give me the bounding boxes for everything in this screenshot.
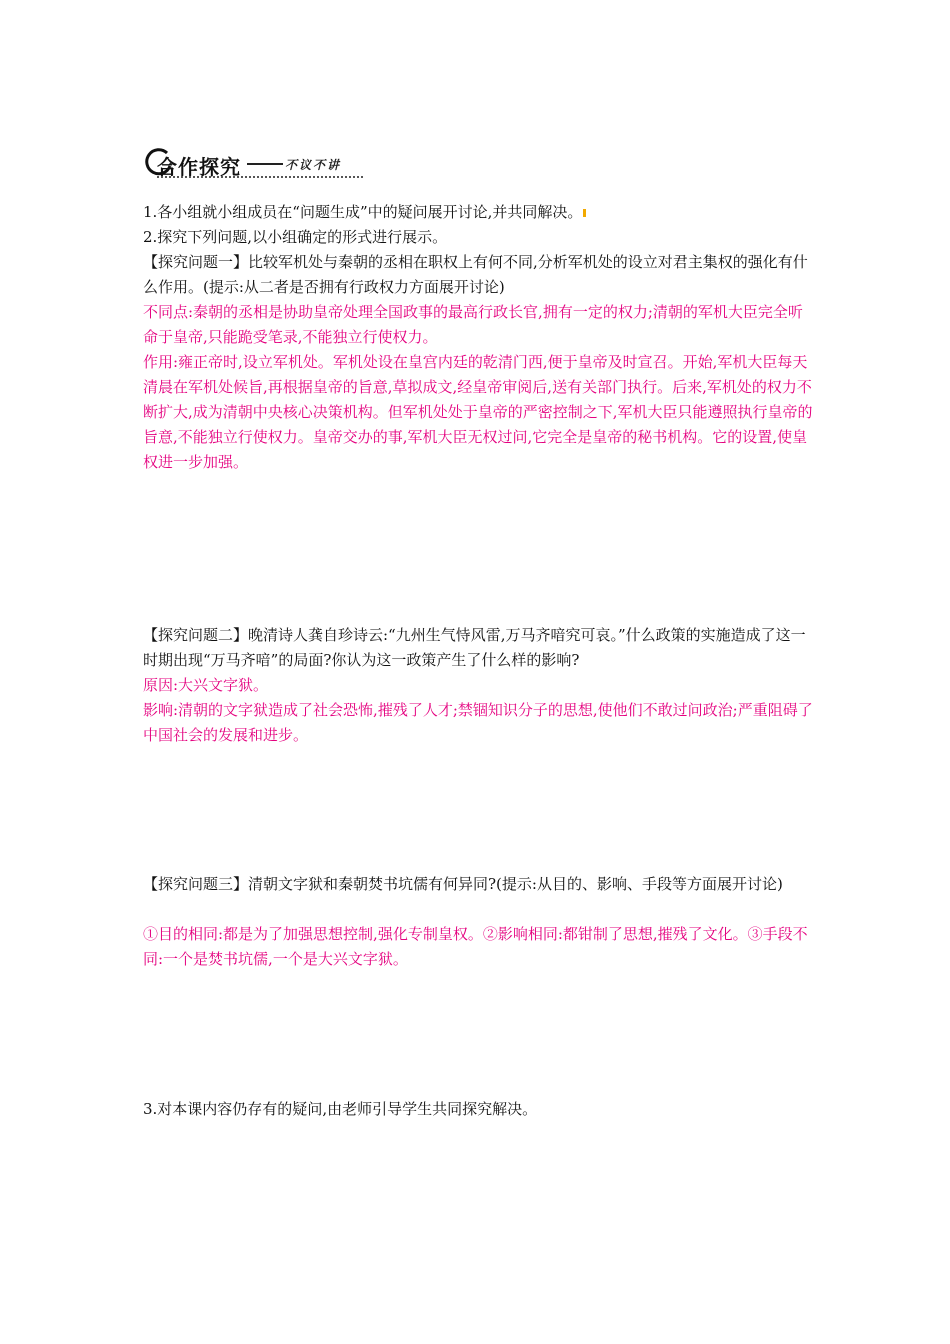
- item-1: [143, 200, 813, 225]
- section-header: [143, 148, 373, 184]
- section-title: 合作探究: [157, 155, 241, 179]
- section-subtitle: 不议不讲: [285, 158, 342, 172]
- answer-3: ①目的相同:都是为了加强思想控制,强化专制皇权。②影响相同:都钳制了思想,摧残了文化。③手段不同:一个是焚书坑儒,一个是大兴文字狱。: [143, 925, 808, 968]
- question-1: 【探究问题一】比较军机处与秦朝的丞相在职权上有何不同,分析军机处的设立对君主集权的强化有什么作用。(提示:从二者是否拥有行政权力方面展开讨论): [143, 253, 808, 296]
- answer-1-role: 作用:雍正帝时,设立军机处。军机处设在皇宫内廷的乾清门西,便于皇帝及时宣召。开始,军机大臣每天清晨在军机处候旨,再根据皇帝的旨意,草拟成文,经皇帝审阅后,送有关部门执行。后来,军机处的权力不断扩大,成为清朝中央核心决策机构。但军机处处于皇帝的严密控制之下,军机大臣只能遵照执行皇帝的旨意,不能独立行使权力。皇帝交办的事,军机大臣无权过问,它完全是皇帝的秘书机构。它的设置,使皇权进一步加强。: [143, 353, 813, 471]
- item-2: 2.探究下列问题,以小组确定的形式进行展示。: [143, 228, 448, 246]
- answer-1-difference: 不同点:秦朝的丞相是协助皇帝处理全国政事的最高行政长官,拥有一定的权力;清朝的军机大臣完全听命于皇帝,只能跪受笔录,不能独立行使权力。: [143, 303, 803, 346]
- marker-dot: [583, 209, 586, 217]
- question-3: 【探究问题三】清朝文字狱和秦朝焚书坑儒有何异同?(提示:从目的、影响、手段等方面展开讨论): [143, 875, 783, 893]
- answer-2-cause: 原因:大兴文字狱。: [143, 676, 269, 694]
- question-2: 【探究问题二】晚清诗人龚自珍诗云:“九州生气恃风雷,万马齐喑究可哀。”什么政策的实施造成了这一时期出现“万马齐喑”的局面?你认为这一政策产生了什么样的影响?: [143, 626, 806, 669]
- item-1-text: 1.各小组就小组成员在“问题生成”中的疑问展开讨论,并共同解决。: [143, 203, 583, 221]
- answer-2-effect: 影响:清朝的文字狱造成了社会恐怖,摧残了人才;禁锢知识分子的思想,使他们不敢过问政治;严重阻碍了中国社会的发展和进步。: [143, 701, 813, 744]
- item-3: 3.对本课内容仍存有的疑问,由老师引导学生共同探究解决。: [143, 1100, 538, 1118]
- header-underline: [157, 176, 363, 178]
- header-dash: [247, 163, 283, 165]
